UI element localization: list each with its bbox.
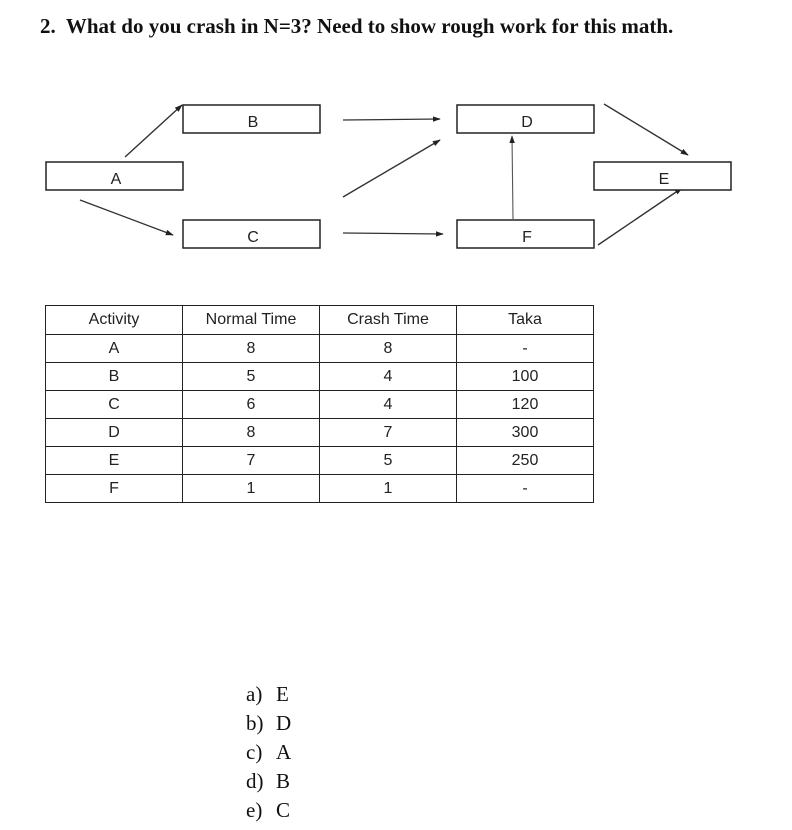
- edge-d-e: [604, 104, 688, 155]
- cell-taka: 100: [457, 363, 594, 391]
- option-letter: d): [246, 769, 264, 793]
- option-d[interactable]: [246, 767, 291, 796]
- option-letter: e): [246, 798, 263, 822]
- cell-crash-time: 4: [320, 391, 457, 419]
- cell-taka: -: [457, 475, 594, 503]
- cell-normal-time: 7: [183, 447, 320, 475]
- option-answer: B: [276, 769, 291, 793]
- activity-table: [45, 305, 594, 503]
- table-header-row: [46, 306, 594, 335]
- option-answer: E: [276, 682, 289, 706]
- option-answer: D: [276, 711, 292, 735]
- cell-crash-time: 7: [320, 419, 457, 447]
- option-c[interactable]: [246, 738, 291, 767]
- option-b[interactable]: [246, 709, 291, 738]
- option-letter: a): [246, 682, 263, 706]
- cell-activity: C: [46, 391, 183, 419]
- table-row: [46, 363, 594, 391]
- edge-a-b: [125, 105, 182, 157]
- node-e: [594, 162, 731, 190]
- table-row: [46, 475, 594, 503]
- edge-c-f: [343, 233, 443, 234]
- cell-taka: 250: [457, 447, 594, 475]
- option-letter: b): [246, 711, 264, 735]
- node-f-label: F: [522, 229, 532, 246]
- table-row: [46, 447, 594, 475]
- header-crash-time: Crash Time: [320, 306, 457, 335]
- question-number: 2.: [40, 14, 56, 38]
- header-taka: Taka: [457, 306, 594, 335]
- option-a[interactable]: [246, 680, 291, 709]
- cell-activity: B: [46, 363, 183, 391]
- node-e-label: E: [658, 171, 670, 188]
- option-answer: C: [276, 798, 291, 822]
- edge-a-c: [80, 200, 173, 235]
- node-c-label: C: [247, 229, 259, 246]
- node-c: [183, 220, 320, 248]
- answer-options: [246, 680, 291, 825]
- table-row: [46, 391, 594, 419]
- option-answer: A: [276, 740, 292, 764]
- node-b-label: B: [247, 114, 259, 131]
- edge-f-e: [598, 188, 682, 245]
- option-letter: c): [246, 740, 263, 764]
- cell-normal-time: 8: [183, 335, 320, 363]
- cell-activity: E: [46, 447, 183, 475]
- cell-crash-time: 5: [320, 447, 457, 475]
- cell-normal-time: 1: [183, 475, 320, 503]
- cell-taka: 300: [457, 419, 594, 447]
- node-f: [457, 220, 594, 248]
- cell-activity: D: [46, 419, 183, 447]
- header-normal-time: Normal Time: [183, 306, 320, 335]
- cell-activity: A: [46, 335, 183, 363]
- node-d-label: D: [521, 114, 533, 131]
- cell-normal-time: 6: [183, 391, 320, 419]
- edge-c-d: [343, 140, 440, 197]
- node-b: [183, 105, 320, 133]
- option-e[interactable]: [246, 796, 291, 825]
- cell-crash-time: 8: [320, 335, 457, 363]
- cell-normal-time: 5: [183, 363, 320, 391]
- edge-f-d: [512, 136, 513, 219]
- table-row: [46, 419, 594, 447]
- header-activity: Activity: [46, 306, 183, 335]
- node-a: [46, 162, 183, 190]
- cell-crash-time: 1: [320, 475, 457, 503]
- cell-crash-time: 4: [320, 363, 457, 391]
- edge-b-d: [343, 119, 440, 120]
- cell-activity: F: [46, 475, 183, 503]
- cell-taka: 120: [457, 391, 594, 419]
- table-row: [46, 335, 594, 363]
- cell-taka: -: [457, 335, 594, 363]
- network-diagram: [0, 0, 792, 300]
- question-body: What do you crash in N=3? Need to show rough work for this math.: [65, 14, 674, 38]
- cell-normal-time: 8: [183, 419, 320, 447]
- node-d: [457, 105, 594, 133]
- node-a-label: A: [110, 171, 122, 188]
